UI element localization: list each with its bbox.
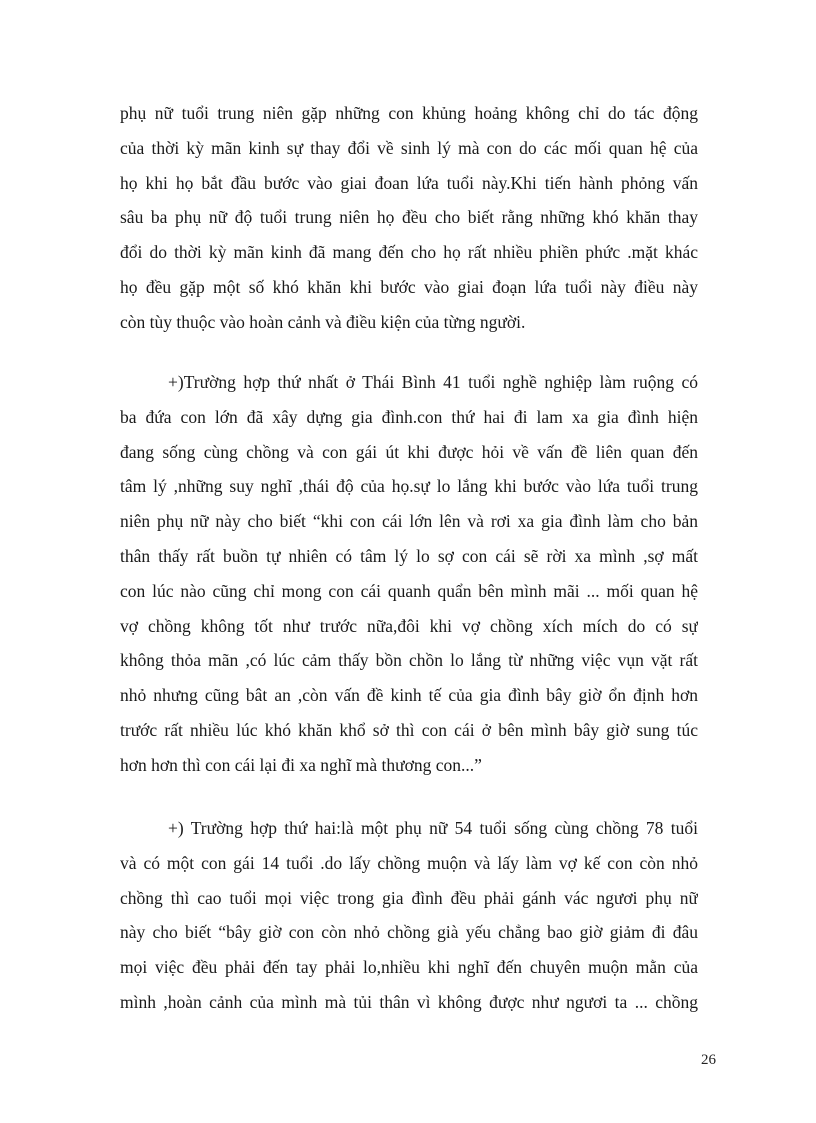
text-line: chồng thì cao tuổi mọi việc trong gia đình đều phải gánh vác ngươi phụ nữ <box>120 887 698 908</box>
text-line: thân thấy rất buồn tự nhiên có tâm lý lo sợ con cái sẽ rời xa mình ,sợ mất <box>120 545 698 566</box>
text-line: ba đứa con lớn đã xây dựng gia đình.con thứ hai đi lam xa gia đình hiện <box>120 406 698 427</box>
text-line: +)Trường hợp thứ nhất ở Thái Bình 41 tuổi nghề nghiệp làm ruộng có <box>168 372 698 392</box>
text-line: nhỏ nhưng cũng bât an ,còn vấn đề kinh tế của gia đình bây giờ ổn định hơn <box>120 685 698 706</box>
paragraph-intro <box>120 96 698 340</box>
text-line: +) Trường hợp thứ hai:là một phụ nữ 54 tuổi sống cùng chồng 78 tuổi <box>168 818 698 838</box>
text-line: trước rất nhiều lúc khó khăn khổ sở thì con cái ở bên mình bây giờ sung túc <box>120 719 698 740</box>
paragraph-case-one <box>120 365 698 783</box>
text-line: và có một con gái 14 tuổi .do lấy chồng muộn và lấy làm vợ kế con còn nhỏ <box>120 852 698 873</box>
text-line: đổi do thời kỳ mãn kinh đã mang đến cho họ rất nhiều phiền phức .mặt khác <box>120 242 698 263</box>
text-line: con lúc nào cũng chỉ mong con cái quanh quẩn bên mình mãi ... mối quan hệ <box>120 580 698 601</box>
text-line: hơn hơn thì con cái lại đi xa nghĩ mà thương con...” <box>120 754 482 775</box>
text-line: mọi việc đều phải đến tay phải lo,nhiều khi nghĩ đến chuyên muộn mằn của <box>120 957 698 978</box>
text-line: họ khi họ bắt đầu bước vào giai đoan lứa tuổi này.Khi tiến hành phỏng vấn <box>120 172 698 193</box>
text-line: họ đều gặp một số khó khăn khi bước vào giai đoạn lứa tuổi này điều này <box>120 276 698 297</box>
text-line: này cho biết “bây giờ con còn nhỏ chồng già yếu chẳng bao giờ giảm đi đâu <box>120 922 698 943</box>
text-line: vợ chồng không tốt như trước nữa,đôi khi vợ chồng xích mích do có sự <box>120 615 698 636</box>
text-line: đang sống cùng chồng và con gái út khi được hỏi về vấn đề liên quan đến <box>120 441 698 462</box>
text-line: sâu ba phụ nữ độ tuổi trung niên họ đều cho biết rằng những khó khăn thay <box>120 207 698 228</box>
text-line: niên phụ nữ này cho biết “khi con cái lớn lên và rơi xa gia đình làm cho bản <box>120 511 698 532</box>
text-line: còn tùy thuộc vào hoàn cảnh và điều kiện của từng người. <box>120 311 526 332</box>
paragraph-case-two <box>120 811 698 1020</box>
text-line: tâm lý ,những suy nghĩ ,thái độ của họ.sự lo lắng khi bước vào lứa tuổi trung <box>120 476 698 497</box>
page-number: 26 <box>701 1052 716 1068</box>
text-line: của thời kỳ mãn kinh sự thay đổi về sinh lý mà con do các mối quan hệ của <box>120 137 698 158</box>
text-line: phụ nữ tuổi trung niên gặp những con khủng hoảng không chỉ do tác động <box>120 103 698 123</box>
text-line: không thỏa mãn ,có lúc cảm thấy bồn chồn lo lắng từ những việc vụn vặt rất <box>120 650 698 671</box>
text-line: mình ,hoàn cảnh của mình mà tủi thân vì không được như ngươi ta ... chồng <box>120 991 698 1012</box>
